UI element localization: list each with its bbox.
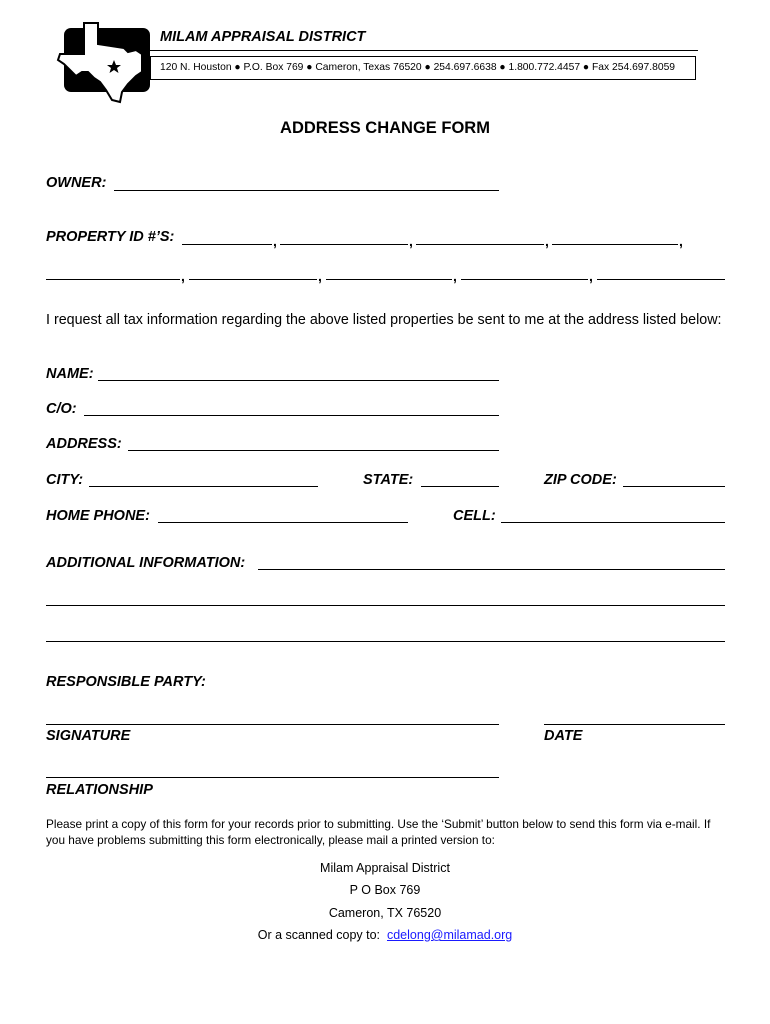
owner-field[interactable] xyxy=(114,190,499,191)
comma: , xyxy=(545,233,549,249)
comma: , xyxy=(409,233,413,249)
form-title: ADDRESS CHANGE FORM xyxy=(280,119,490,137)
name-field[interactable] xyxy=(98,380,499,381)
request-statement: I request all tax information regarding the above listed properties be sent to me at the address listed below: xyxy=(46,312,722,328)
property-id-field-2[interactable] xyxy=(280,244,408,245)
signature-field[interactable] xyxy=(46,724,499,725)
property-id-label: PROPERTY ID #’S: xyxy=(46,229,175,245)
relationship-field[interactable] xyxy=(46,777,499,778)
scan-copy-line xyxy=(0,928,770,942)
address-label: ADDRESS: xyxy=(46,436,122,452)
scan-copy-prefix: Or a scanned copy to: xyxy=(257,928,387,942)
co-field[interactable] xyxy=(84,415,499,416)
property-id-field-8[interactable] xyxy=(461,279,588,280)
property-id-field-5[interactable] xyxy=(46,279,180,280)
zip-code-label: ZIP CODE: xyxy=(544,472,617,488)
home-phone-field[interactable] xyxy=(158,522,408,523)
comma: , xyxy=(589,268,593,284)
comma: , xyxy=(679,233,683,249)
cell-field[interactable] xyxy=(501,522,725,523)
property-id-field-7[interactable] xyxy=(326,279,452,280)
property-id-field-9[interactable] xyxy=(597,279,725,280)
home-phone-label: HOME PHONE: xyxy=(46,508,150,524)
date-label: DATE xyxy=(544,728,583,744)
submission-instructions: Please print a copy of this form for your records prior to submitting. Use the ‘Submit’ button below to send this form via e-mail. If you have problems submitting this form electronically, please mail a printed version to: xyxy=(46,817,711,847)
state-label: STATE: xyxy=(363,472,414,488)
comma: , xyxy=(273,233,277,249)
date-field[interactable] xyxy=(544,724,725,725)
header-divider xyxy=(150,50,698,51)
signature-label: SIGNATURE xyxy=(46,728,131,744)
name-label: NAME: xyxy=(46,366,94,382)
texas-map-icon xyxy=(56,20,150,104)
mailing-po-box: P O Box 769 xyxy=(349,883,421,897)
zip-code-field[interactable] xyxy=(623,486,725,487)
additional-information-field-2[interactable] xyxy=(46,605,725,606)
state-field[interactable] xyxy=(421,486,499,487)
owner-label: OWNER: xyxy=(46,175,107,191)
property-id-field-6[interactable] xyxy=(189,279,317,280)
additional-information-field-1[interactable] xyxy=(258,569,725,570)
mailing-name: Milam Appraisal District xyxy=(320,861,450,875)
comma: , xyxy=(181,268,185,284)
relationship-label: RELATIONSHIP xyxy=(46,782,153,798)
property-id-field-3[interactable] xyxy=(416,244,544,245)
responsible-party-label: RESPONSIBLE PARTY: xyxy=(46,674,206,690)
email-link[interactable]: cdelong@milamad.org xyxy=(386,928,513,942)
organization-address-bar: 120 N. Houston ● P.O. Box 769 ● Cameron, Texas 76520 ● 254.697.6638 ● 1.800.772.4457 ● Fax 254.697.8059 xyxy=(150,56,696,80)
address-field[interactable] xyxy=(128,450,499,451)
property-id-field-1[interactable] xyxy=(182,244,272,245)
additional-information-field-3[interactable] xyxy=(46,641,725,642)
comma: , xyxy=(318,268,322,284)
city-label: CITY: xyxy=(46,472,84,488)
comma: , xyxy=(453,268,457,284)
organization-name: MILAM APPRAISAL DISTRICT xyxy=(160,29,366,45)
mailing-city: Cameron, TX 76520 xyxy=(328,906,442,920)
city-field[interactable] xyxy=(89,486,318,487)
additional-information-label: ADDITIONAL INFORMATION: xyxy=(46,555,246,571)
co-label: C/O: xyxy=(46,401,77,417)
property-id-field-4[interactable] xyxy=(552,244,678,245)
cell-label: CELL: xyxy=(453,508,496,524)
